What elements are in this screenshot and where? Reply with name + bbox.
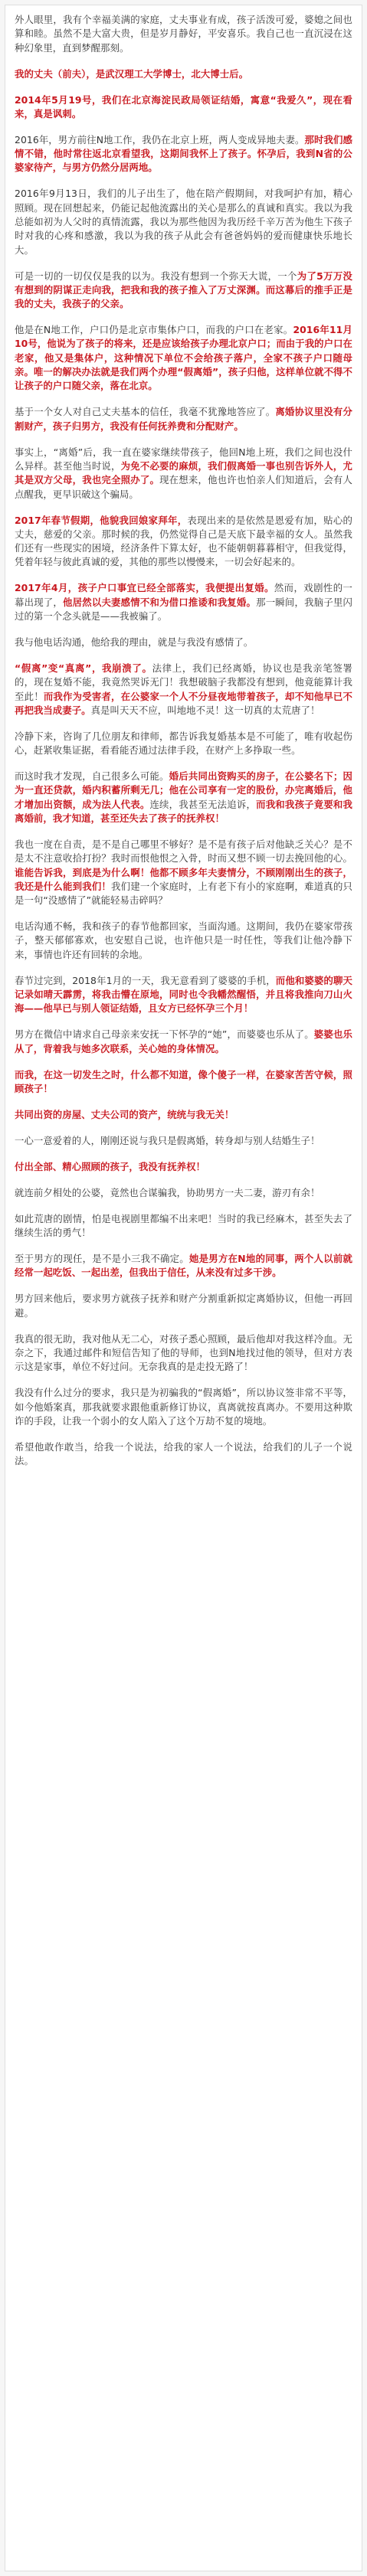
article-paragraph [15,770,352,825]
article-paragraph [15,1292,352,1320]
body-text: 那一瞬间，我脑子里闪过的第一个念头就是——我被骗了。 [15,596,352,622]
highlighted-text: “假离”变“真离”，我崩溃了。 [15,662,152,674]
article-paragraph [15,1386,352,1428]
body-text: 男方在微信中请求自己母亲来安抚一下怀孕的“她”，而婆婆也乐从了。 [15,1028,314,1041]
highlighted-text: 婆婆也乐从了，背着我与她多次联系，关心她的身体情况。 [15,1028,352,1054]
body-text: 我也一度在自责，是不是自己哪里不够好？是不是有孩子后对他缺乏关心？是不是太不注意收拾打扮？我时而恨他恨之入骨，时而又想不顾一切去挽回他的心。 [15,838,352,865]
article-paragraph [15,581,352,623]
highlighted-text: 她是男方在N地的同事，两个人以前就经常一起吃饭、一起出差，但我出于信任，从来没有过多干涉。 [15,1253,352,1279]
body-text: 电话沟通不畅，我和孩子的春节他都回家，当面沟通。这期间，我仍在婆家带孩子，整天郁郁寡欢，也安慰自己说，也许他只是一时任性，等我们让他冷静下来，事情也许还有回转的余地。 [15,920,352,960]
highlighted-text: 我的丈夫（前夫），是武汉理工大学博士，北大博士后。 [15,67,249,80]
highlighted-text: 付出全部、精心照顾的孩子，我没有抚养权！ [15,1160,206,1172]
article-paragraph [15,636,352,649]
article-body [5,5,362,1468]
highlighted-text: 2017年春节假期，他貌我回娘家拜年， [15,514,188,526]
body-text: 连续，我甚至无法追诉， [149,798,257,810]
article-paragraph [15,1068,352,1097]
body-text: 我没有什么过分的要求，我只是为初骗我的“假离婚”，所以协议签非常不平等，如今他婚案真，那我就要求跟他重新修订协议，真离就按真离办。不要用这种欺诈的手段，让我一个弱小的女人陷入了这个万劫不复的境地。 [15,1387,352,1427]
body-text: 现在想来，他也许也怕亲人们知道后，会有人点醒我，更早识破这个骗局。 [15,474,352,500]
body-text: 事实上，“离婚”后，我一直在婆家继续带孩子，他回N地上班，我们之间也没什么异样。甚至他当时说， [15,446,352,472]
highlighted-text: 为免不必要的麻烦，我们假离婚一事也别告诉外人，尤其是双方父母，我也完全照办了。 [15,459,352,486]
article-paragraph [15,405,352,433]
highlighted-text: 那时我们感情不错，他时常往返北京看望我，这期间我怀上了孩子。怀孕后，我到N省的公婆家待产，与男方仍然分居两地。 [15,133,352,174]
highlighted-text: 而我作为受害者，在公婆家一个人不分昼夜地带着孩子，却不知他早已不再把我当成妻子。 [15,690,352,716]
body-text: 他是在N地工作，户口仍是北京市集体户口，而我的户口在老家。 [15,324,293,336]
article-paragraph [15,920,352,962]
article-paragraph [15,1028,352,1056]
highlighted-text: 离婚协议里没有分割财产，孩子归男方，我没有任何抚养费和分配财产。 [15,406,352,432]
highlighted-text: 共同出资的房屋、丈夫公司的资产，统统与我无关！ [15,1108,234,1120]
body-text: 如此荒唐的剧情，怕是电视剧里都编不出来吧！当时的我已经麻木，甚至失去了继续生活的勇气！ [15,1212,352,1239]
body-text: 表现出来的是依然是恩爱有加，贴心的丈夫，慈爱的父亲。那时候的我，仍然觉得自己是天底下最幸福的女人。虽然我们还有一些现实的困境，经济条件下算太好，也不能朝朝暮暮相守，但我觉得，凭着年轻与彼此真诚的爱，其他的那些以慢慢来，一切会好起来的。 [15,514,352,568]
body-text: 法律上，我们已经离婚，协议也是我亲笔签署的，现在复婚不能，我竟然哭诉无门！我想破脑子我都没有想到，他竟能算计我至此！ [15,662,352,702]
body-text: 可是一切的一切仅仅是我的以为。我没有想到一个弥天大谎，一个 [15,270,297,282]
body-text: 然而，戏剧性的一幕出现了， [15,582,352,608]
body-text: 基于一个女人对自己丈夫基本的信任，我毫不犹豫地答应了。 [15,406,276,418]
article-paragraph [15,13,352,55]
body-text: 至于男方的现任，是不是小三我不确定。 [15,1253,189,1265]
body-text: 希望他敢作敢当，给我一个说法，给我的家人一个说法，给我们的儿子一个说法。 [15,1440,352,1467]
article-paragraph [15,838,352,907]
article-paragraph [15,446,352,502]
body-text: 冷静下来，咨询了几位朋友和律师，都告诉我复婚基本是不可能了，唯有收起伤心，赶紧收集证据，看看能否通过法律手段，在财产上多挣取一些。 [15,730,352,757]
body-text: 外人眼里，我有个幸福美满的家庭，丈夫事业有成，孩子活泼可爱，婆媳之间也算和睦。虽然不是大富大贵，但是岁月静好，平安喜乐。我自己也一直沉浸在这种幻象里，直到梦醒那刻。 [15,14,352,54]
body-text: 我们建一个家庭时，上有老下有小的家庭啊，难道真的只是一句“没感情了”就能轻易击碎吗？ [15,880,352,907]
article-paragraph [15,1440,352,1469]
body-text: 男方回来他后，要求男方就孩子抚养和财产分割重新拟定离婚协议，但他一再回避。 [15,1293,352,1319]
body-text: 而这时我才发现，自己很多么可能。 [15,770,169,783]
body-text: 我与他电话沟通，他给我的理由，就是与我没有感情了。 [15,636,254,648]
article-paragraph [15,1108,352,1122]
highlighted-text: 而我，在这一切发生之时，什么都不知道，像个傻子一样，在婆家苦苦守候，照顾孩子！ [15,1068,352,1094]
body-text: 2016年9月13日，我们的儿子出生了，他在陪产假期间，对我呵护有加，精心照顾。现在回想起来，仍能记起他流露出的关心是那么的真诚和真实。我以为我总能如初为人父时的真情流露，我以为那些他因为我历经千辛万苦为他生下孩子时对我的心疼和感激，我以为我的孩子从此会有爸爸妈妈的爱而健康快乐地长大。 [15,188,352,256]
article-paragraph [15,1252,352,1280]
article-paragraph [15,133,352,175]
highlighted-text: 而他和婆婆的聊天记录如晴天霹雳，将我击懵在原地，同时也令我幡然醒悟，并且将我推向刀山火海——他早已与别人领证结婚，且女方已经怀孕三个月！ [15,974,353,1015]
article-paragraph [15,187,352,257]
article-paragraph [15,730,352,758]
article-paragraph [15,974,352,1016]
highlighted-text: 婚后共同出资购买的房子，在公婆名下；因为一直还贷款，婚内积蓄所剩无几；他在公司享有一定的股份，办完离婚后，他才增加出资额，成为法人代表。 [15,770,352,810]
highlighted-text: 2016年11月10号，他说为了孩子的将来，还是应该给孩子办理北京户口；而由于我的户口在老家，他又是集体户，这种情况下单位不会给孩子落户，全家不孩子户口随母亲。唯一的解决办法就是我们两个办理“假离婚”，孩子归他，这样单位就不得不让孩子的户口随父亲，落在北京。 [15,324,352,392]
article-paragraph [15,662,352,718]
article-paragraph [15,1186,352,1200]
highlighted-text: 谁能告诉我，到底是为什么啊！他都不顾多年夫妻情分，不顾刚刚出生的孩子，我还是什么能到我们！ [15,866,352,892]
body-text: 2016年，男方前往N地工作，我仍在北京上班，两人变成异地夫妻。 [15,133,305,145]
article-paragraph [15,1160,352,1174]
highlighted-text: 为了5万万没有想到的阴谋正走向我，把我和我的孩子推入了万丈深渊。而这幕后的推手正是我的丈夫，我孩子的父亲。 [15,270,352,310]
article-paragraph [15,67,352,81]
highlighted-text: 而我和我孩子竟要和我离婚前，我才知道，甚至还失去了孩子的抚养权！ [15,798,352,824]
article-card [5,5,362,2571]
body-text: 就连前夕相处的公婆，竟然也合谋骗我，协助男方一夫二妻，游刃有余！ [15,1186,320,1198]
article-paragraph [15,1212,352,1241]
article-paragraph [15,323,352,393]
highlighted-text: 他居然以夫妻感情不和为借口推诿和我复婚。 [63,596,257,608]
article-paragraph [15,1332,352,1375]
article-paragraph [15,1134,352,1148]
article-paragraph [15,93,352,122]
body-text: 一心一意爱着的人，刚刚还说与我只是假离婚，转身却与别人结婚生子！ [15,1134,320,1146]
body-text: 我真的很无助，我对他从无二心，对孩子悉心照顾，最后他却对我这样冷血。无奈之下，我通过邮件和短信告知了他的导师，也到N地找过他的领导，但对方表示这是家事，单位不好过问。无奈我真的是走投无路了！ [15,1332,352,1373]
article-paragraph [15,270,352,312]
highlighted-text: 2014年5月19号，我们在北京海淀民政局领证结婚，寓意“我爱久”，现在看来，真是讽刺。 [15,93,352,119]
highlighted-text: 2017年4月，孩子户口事宜已经全部落实，我便提出复婚。 [15,582,274,594]
body-text: 真是叫天天不应，叫地地不灵！这一切真的太荒唐了！ [90,704,320,716]
article-paragraph [15,514,352,570]
body-text: 春节过完到，2018年1月的一天，我无意看到了婆婆的手机， [15,974,276,986]
